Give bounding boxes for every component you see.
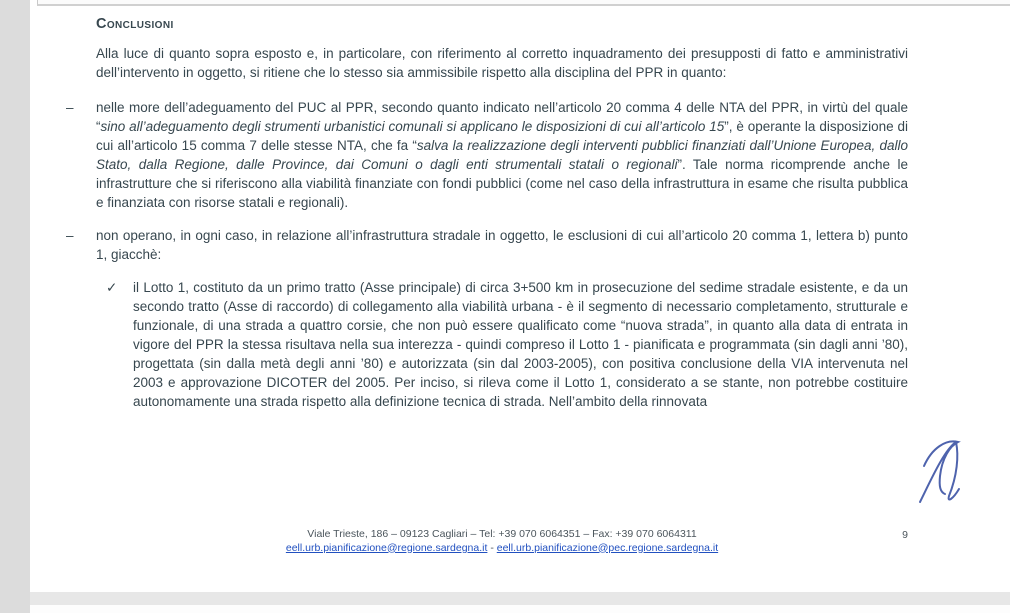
bullet-item-2 xyxy=(66,226,908,264)
bullet-item-text: non operano, in ogni caso, in relazione all’infrastruttura stradale in oggetto, le esclusioni di cui all’articolo 20 comma 1, lettera b) punto 1, giacchè: xyxy=(96,228,908,262)
email-separator: - xyxy=(490,541,494,554)
bullet-item-1 xyxy=(66,98,908,212)
document-page xyxy=(30,6,1010,592)
check-item-text: il Lotto 1, costituto da un primo tratto (Asse principale) di circa 3+500 km in prosecuzione del sedime stradale esistente, e da un secondo tratto (Asse di raccordo) di collegamento alla viabilità urbana - è il segmento di necessario completamento, strutturale e funzionale, di una strada a quattro corsie, che non può essere qualificato come “nuova strada”, in quanto alla data di entrata in vigore del PPR la stessa risultava nella sua interezza - quindi compreso il Lotto 1 - pianificata e programmata (sin dagli anni ’80), progettata (sin dalla metà degli anni ’80) e autorizzata (sin dal 2003-2005), con positiva conclusione della VIA intervenuta nel 2003 e approvazione DICOTER del 2005. Per inciso, si rileva come il Lotto 1, considerato a se stante, non potrebbe costituire autonomamente una strada rispetto alla definizione tecnica di strada. Nell’ambito della rinnovata xyxy=(133,280,908,409)
next-page-top-edge xyxy=(30,605,1010,613)
dash-bullet-marker: – xyxy=(66,228,74,243)
page-footer xyxy=(96,528,908,555)
handwritten-signature xyxy=(912,436,974,508)
check-item-1 xyxy=(106,278,908,411)
page-content xyxy=(66,16,908,425)
viewer-background-gutter xyxy=(0,0,30,613)
page-number: 9 xyxy=(902,529,908,541)
footer-emails xyxy=(96,542,908,556)
page-gap xyxy=(30,592,1010,605)
dash-bullet-marker: – xyxy=(66,100,74,115)
section-heading: Conclusioni xyxy=(96,16,174,32)
intro-paragraph: Alla luce di quanto sopra esposto e, in particolare, con riferimento al corretto inquadramento dei presupposti di fatto e amministrativi dell’intervento in oggetto, si ritiene che lo stesso sia ammissibile rispetto alla disciplina del PPR in quanto: xyxy=(96,46,908,80)
email-link-primary[interactable]: eell.urb.pianificazione@regione.sardegna.it xyxy=(285,541,488,554)
footer-address: Viale Trieste, 186 – 09123 Cagliari – Tel: +39 070 6064351 – Fax: +39 070 6064311 xyxy=(307,528,697,540)
email-link-pec[interactable]: eell.urb.pianificazione@pec.regione.sardegna.it xyxy=(496,541,719,554)
checkmark-icon: ✓ xyxy=(106,280,118,295)
bullet-item-text: nelle more dell’adeguamento del PUC al PPR, secondo quanto indicato nell’articolo 20 comma 4 delle NTA del PPR, in virtù del quale “sino all’adeguamento degli strumenti urbanistici comunali si applicano le disposizioni di cui all’articolo 15”, è operante la disposizione di cui all’articolo 15 comma 7 delle stesse NTA, che fa “salva la realizzazione degli interventi pubblici finanziati dall’Unione Europea, dallo Stato, dalla Regione, dalle Province, dai Comuni o dagli enti strumentali statali o regionali”. Tale norma ricomprende anche le infrastrutture che si riferiscono alla viabilità finanziate con fondi pubblici (come nel caso della infrastruttura in esame che risulta pubblica e finanziata con risorse statali e regionali). xyxy=(96,100,908,210)
